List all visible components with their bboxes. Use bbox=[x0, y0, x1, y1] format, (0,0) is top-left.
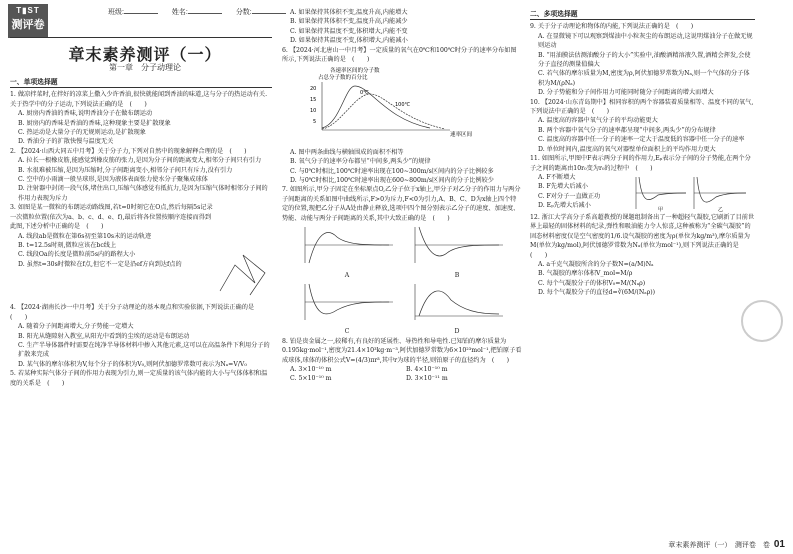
q4-option-d: D. 某气体的摩尔体积为V,每个分子的体积为V₀,则阿伏加德罗常数可表示为Nₐ=V/V₀ bbox=[18, 360, 247, 368]
name-label: 姓名: bbox=[171, 9, 188, 16]
score-label: 分数: bbox=[235, 9, 252, 16]
student-info-fields bbox=[108, 6, 298, 17]
curve-100c bbox=[322, 94, 445, 129]
q6-option-d: D. 与0℃时相比,100℃时速率出现在600~800m/s区间内的分子比例较少 bbox=[290, 177, 494, 185]
question-4: 4. 【2024·湖南长沙一中月考】关于分子动理论的基本观点和实验依据,下列说法正确的是 ( ) bbox=[10, 304, 261, 321]
fig-a-label: 甲 bbox=[658, 206, 664, 213]
ytick-15: 15 bbox=[310, 97, 317, 104]
q1-option-d: D. 香油分子的扩散快慢与温度无关 bbox=[18, 138, 114, 146]
question-6: 6. 【2024·河北唐山一中月考】一定质量的氧气在0℃和100℃时分子的速率分布如图所示,下列说法正确的是 ( ) bbox=[282, 46, 517, 64]
q3-block bbox=[10, 203, 272, 303]
q9-option-a: A. 在显微镜下可以观察到煤油中小粒灰尘的布朗运动,这说明煤油分子在做无规则运动 bbox=[538, 32, 753, 50]
q9-option-b: B. “用油膜法估测油酸分子的大小”实验中,油酸酒精溶液久置,酒精会挥发,会使分子直径的测量值偏大 bbox=[538, 51, 751, 69]
fig-b-label: 乙 bbox=[718, 206, 724, 213]
q5-option-c: C. 如果保持其温度不变,体积增大,内能不变 bbox=[290, 27, 408, 35]
q4-option-c: C. 生产半导体器件时需要在纯净半导体材料中掺入其他元素,这可以在高温条件下利用分子的扩散来完成 bbox=[18, 341, 270, 359]
watermark-seal bbox=[741, 300, 783, 342]
class-label: 班级: bbox=[108, 9, 124, 16]
q4-option-b: B. 阳光从缝隙射入教室,从阳光中看到的尘埃的运动是布朗运动 bbox=[18, 332, 190, 340]
q8-option-b: B. 4×10⁻¹⁰ m bbox=[406, 365, 448, 373]
left-column bbox=[10, 76, 272, 388]
chart-title: 各速率区间的分子数 bbox=[330, 68, 380, 75]
q8-options-row-1 bbox=[282, 365, 522, 374]
question-2: 2. 【2024·山西大同五中月考】关于分子力,下列对自然中的现象解释合理的是 ( ) bbox=[10, 147, 247, 155]
question-10: 10. 【2024·山东青岛期中】相同容积的两个容器装着质量相等、温度不同的氧气,下列说法中正确的是 ( ) bbox=[530, 98, 754, 116]
q12-option-c: C. 每个气凝胶分子的体积V₀=M/(Nₐρ) bbox=[538, 279, 646, 287]
q3-option-b: B. t=12.5s时刻,微粒应该在bc线上 bbox=[18, 241, 117, 249]
page-footer bbox=[668, 539, 785, 550]
q5-option-d: D. 如果保持其温度不变,体积增大,内能减小 bbox=[290, 37, 408, 45]
section-heading-single: 一、单项选择题 bbox=[10, 78, 272, 88]
q11-option-d: D. Eₚ先增大后减小 bbox=[538, 202, 591, 210]
q8-options-row-2 bbox=[282, 374, 522, 383]
q5-option-a: A. 如果保持其体积不变,温度升高,内能增大 bbox=[290, 9, 408, 16]
q4-option-a: A. 随着分子间距离增大,分子势能一定增大 bbox=[18, 323, 134, 331]
q12-option-b: B. 气凝胶的摩尔体积V_mol=M/ρ bbox=[538, 270, 633, 278]
q11-option-b: B. F先增大后减小 bbox=[538, 183, 588, 191]
q7-graph-d bbox=[402, 280, 512, 337]
q12-option-d: D. 每个气凝胶分子的直径d=∛(6M/(Nₐρ)) bbox=[538, 289, 656, 297]
q12-option-a: A. a千克气凝胶所含的分子数N=(a/M)Nₐ bbox=[538, 260, 654, 268]
section-heading-multi: 二、多项选择题 bbox=[530, 10, 755, 20]
question-11: 11. 如图所示,甲图中F表示两分子间的作用力,Eₚ表示分子间的分子势能,在两个分子之间的距离由10r₀变为r₀的过程中 ( ) bbox=[530, 155, 751, 172]
ytick-20: 20 bbox=[310, 86, 317, 93]
question-12: 12. 浙江大学高分子系高超教授的课题组制备出了一种超轻气凝胶,它刷新了目前世界上最轻的固体材料的纪录,弹性和吸油能力令人惊喜,这种被称为“全碳气凝胶”的固态材料密度仅是空气密度的1/6.设气凝胶的密度为ρ(单位为kg/m³),摩尔质量为M(单位为kg/mol),阿伏加德罗常数为Nₐ(单位为mol⁻¹),则下列说法正确的是 ( ) bbox=[530, 213, 755, 259]
header-divider bbox=[10, 37, 272, 38]
curve-0c bbox=[322, 86, 430, 128]
x-axis-label: 速率区间 bbox=[450, 132, 473, 139]
graph-d-label: D bbox=[454, 328, 460, 336]
question-8: 8. 铂是贵金属之一,较稀有,有良好的延展性、导热性和导电性.已知铂的摩尔质量为0.195kg·mol⁻¹,密度为21.4×10³kg·m⁻³,阿伏加德罗常数为6×10²³mol⁻¹,把铂原子看成球体,球体的体积公式V=(4/3)πr³,其中r为球的半径,则铂原子的直径约为 ( ) bbox=[282, 337, 522, 364]
q1-option-b: B. 厨房内的香味是香油的香味,这种现象主要是扩散现象 bbox=[18, 119, 171, 127]
q10-option-d: D. 单位时间内,温度高的氧气对器壁单位面积上的平均作用力更大 bbox=[538, 145, 716, 153]
q8-option-a: A. 3×10⁻¹⁰ m bbox=[290, 365, 332, 373]
q9-option-c: C. 若气体的摩尔质量为M,密度为ρ,阿伏加德罗常数为Nₐ,则一个气体的分子体积为M/(ρNₐ) bbox=[538, 70, 750, 87]
q7-option-graphs bbox=[292, 223, 522, 337]
q3-option-a: A. 线段ab是微粒在第6s初至第10s末的运动轨迹 bbox=[18, 232, 152, 240]
graph-a-label: A bbox=[344, 271, 350, 279]
q7-graph-a bbox=[292, 223, 402, 280]
logo-top-text: T▮ST bbox=[16, 6, 40, 15]
question-5: 5. 若某种实际气体分子间的作用力表现为引力,则一定质量的该气体内能的大小与气体体积和温度的关系是 ( ) bbox=[10, 370, 268, 387]
q7-graph-c bbox=[292, 280, 402, 337]
label-0c: 0℃ bbox=[360, 90, 369, 97]
speed-distribution-chart bbox=[300, 64, 500, 144]
q3-option-d: D. 虽然t=30s时微粒在f点,但它不一定是沿ef方向到达f点的 bbox=[18, 260, 182, 268]
chapter-subtitle: 第一章 分子动理论 bbox=[109, 63, 181, 72]
q8-option-d: D. 3×10⁻¹¹ m bbox=[406, 375, 448, 383]
q2-option-a: A. 拉长一根橡皮筋,能感觉到橡皮筋的张力,是因为分子间的距离变大,相邻分子间只有引力 bbox=[18, 157, 262, 165]
q7-graph-b bbox=[402, 223, 512, 280]
brownian-path-figure bbox=[215, 243, 270, 303]
q10-option-a: A. 温度高的容器中氧气分子的平均动能更大 bbox=[538, 117, 658, 125]
page-number: 01 bbox=[773, 539, 785, 550]
ytick-5: 5 bbox=[313, 119, 317, 126]
question-3: 3. 如图是某一微粒的布朗运动路线图,若t=0时刻它在O点,然后每隔5s记录一次微粒位置(依次为a、b、c、d、e、f),最后将各位置按顺序连接而得到此图,下述分析中正确的是 ( ) bbox=[10, 204, 213, 231]
q3-option-c: C. 线段Oa的长度是微粒前5s内的路程大小 bbox=[18, 251, 136, 259]
name-field[interactable] bbox=[172, 9, 222, 16]
question-9: 9. 关于分子动理论和物体的内能,下列说法正确的是 ( ) bbox=[530, 23, 694, 31]
q1-option-a: A. 厨房内香油的香味,说明香油分子在做布朗运动 bbox=[18, 110, 153, 118]
ytick-10: 10 bbox=[310, 108, 317, 115]
force-potential-figure bbox=[630, 173, 750, 213]
graph-b-label: B bbox=[454, 271, 460, 279]
q9-option-d: D. 分子势能和分子间作用力可能同时随分子间距离的增大而增大 bbox=[538, 89, 714, 97]
q11-option-c: C. F对分子一直做正功 bbox=[538, 192, 601, 200]
chart-title-2: 占总分子数的百分比 bbox=[318, 75, 368, 82]
q8-option-c: C. 5×10⁻¹⁰ m bbox=[290, 375, 332, 383]
q6-option-b: B. 氧气分子的速率分布都呈“中间多,两头少”的规律 bbox=[290, 158, 431, 166]
q11-option-a: A. F不断增大 bbox=[538, 173, 576, 181]
q2-option-c: C. 空中的小雨滴一般呈球形,是因为液体表面张力使水分子聚集成球体 bbox=[18, 176, 208, 184]
q1-option-c: C. 热运动是大量分子的无规则运动,是扩散现象 bbox=[18, 129, 146, 137]
q11-options bbox=[530, 173, 630, 213]
q10-option-b: B. 两个容器中氧气分子的速率都呈现“中间多,两头少”的分布规律 bbox=[538, 126, 716, 134]
q5-option-b: B. 如果保持其体积不变,温度升高,内能减少 bbox=[290, 18, 408, 26]
class-field[interactable] bbox=[108, 9, 158, 16]
middle-column bbox=[282, 8, 522, 384]
q2-option-d: D. 注射器中封闭一段气体,堵住出口,压缩气体感觉有抵抗力,是因为压缩气体时相邻分子间的作用力表现为斥力 bbox=[18, 185, 268, 202]
question-1: 1. 做凉拌菜时,在拌好的凉菜上撒入少许香油,很快就能闻到香油的味道,这与分子的热运动有关.关于热学中的分子运动,下列说法正确的是 ( ) bbox=[10, 91, 268, 108]
question-7: 7. 如图所示,甲分子固定在坐标原点O,乙分子位于x轴上,甲分子对乙分子的作用力与两分子间距离的关系如图中曲线所示,F>0为斥力,F<0为引力,A、B、C、D为x轴上四个特定的位置,现把乙分子从A处由静止释放,选项中四个图分别表示乙分子的速度、加速度、势能、动能与两分子间距离的关系,其中大致正确的是 ( ) bbox=[282, 186, 521, 222]
q6-option-c: C. 与0℃时相比,100℃时速率出现在100~300m/s区间内的分子比例较多 bbox=[290, 167, 494, 175]
test-logo bbox=[8, 4, 48, 38]
footer-text: 章末素养测评（一） 测评卷 卷 bbox=[668, 542, 770, 549]
page-title: 章末素养测评（一） bbox=[68, 45, 222, 64]
q3-text-block bbox=[10, 203, 215, 303]
graph-c-label: C bbox=[344, 328, 350, 336]
logo-bottom-text: 测评卷 bbox=[11, 18, 45, 31]
label-100c: 100℃ bbox=[395, 102, 411, 109]
q2-option-b: B. 水很难被压缩,是因为压缩时,分子间距离变小,相邻分子间只有斥力,没有引力 bbox=[18, 166, 233, 174]
q6-option-a: A. 图中两条曲线与横轴围成的面积不相等 bbox=[290, 148, 404, 156]
q10-option-c: C. 温度高的容器中任一分子的速率一定大于温度低的容器中任一分子的速率 bbox=[538, 136, 745, 144]
right-column bbox=[530, 8, 755, 298]
score-field[interactable] bbox=[236, 9, 286, 16]
q11-block bbox=[530, 173, 755, 213]
